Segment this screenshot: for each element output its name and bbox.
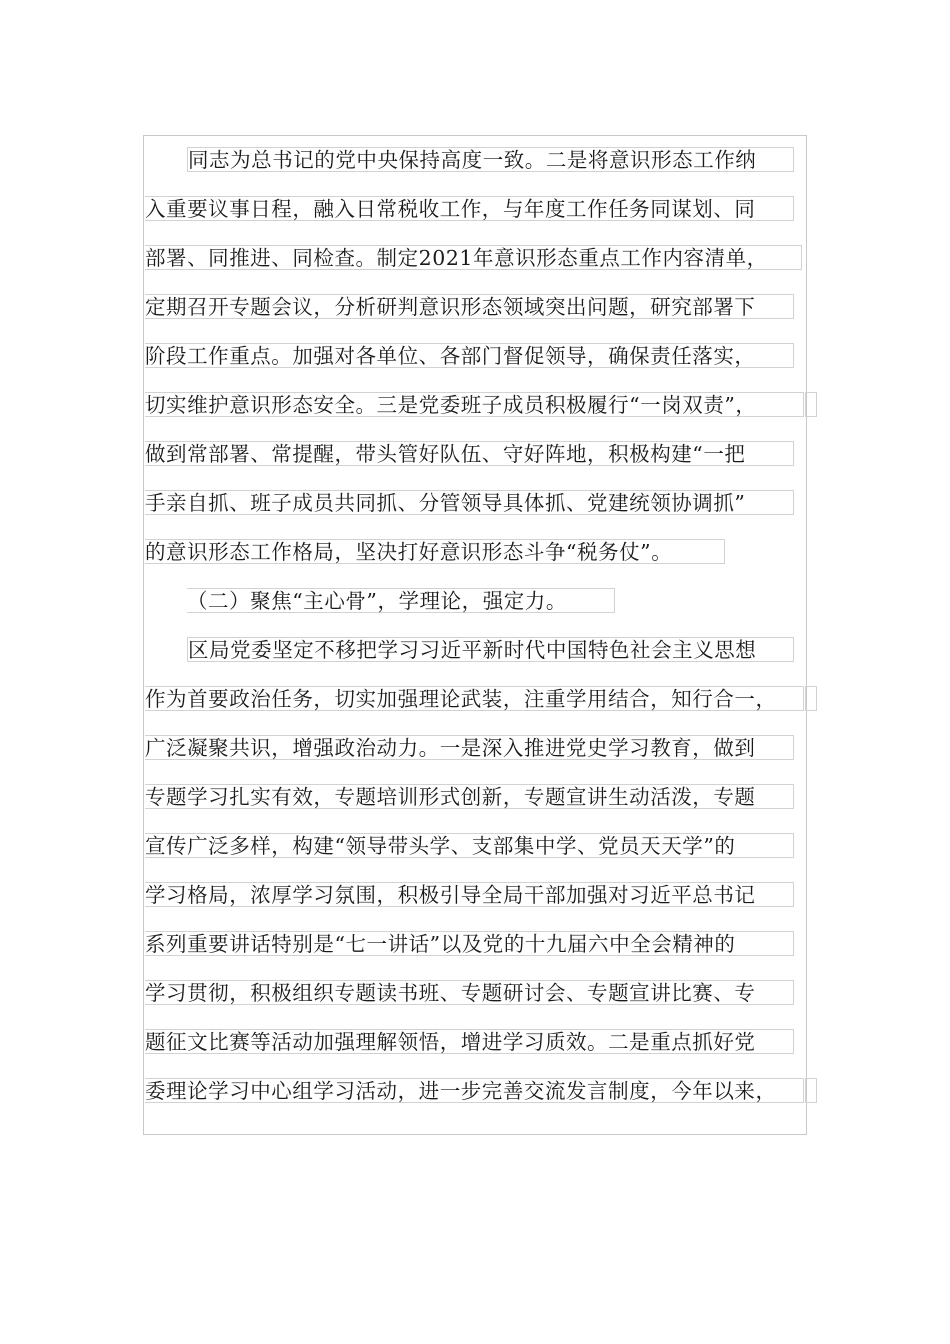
- line-text: 题征文比赛等活动加强理解领悟，增进学习质效。二是重点抓好党: [145, 1029, 794, 1054]
- line-text: 系列重要讲话特别是“七一讲话”以及党的十九届六中全会精神的: [145, 931, 794, 956]
- line-end-mark: [805, 392, 817, 417]
- line-end-mark: [805, 686, 817, 711]
- line-text: 手亲自抓、班子成员共同抓、分管领导具体抓、党建统领协调抓”: [145, 490, 794, 515]
- line-text: 的意识形态工作格局，坚决打好意识形态斗争“税务仗”。: [145, 539, 725, 564]
- line-text: 专题学习扎实有效，专题培训形式创新，专题宣讲生动活泼，专题: [145, 784, 794, 809]
- line-text: 切实维护意识形态安全。三是党委班子成员积极履行“一岗双责”，: [145, 392, 804, 417]
- line-text: 广泛凝聚共识，增强政治动力。一是深入推进党史学习教育，做到: [145, 735, 794, 760]
- line-text: 阶段工作重点。加强对各单位、各部门督促领导，确保责任落实，: [145, 343, 794, 368]
- line-text: 学习格局，浓厚学习氛围，积极引导全局干部加强对习近平总书记: [145, 882, 794, 907]
- line-text: 宣传广泛多样，构建“领导带头学、支部集中学、党员天天学”的: [145, 833, 794, 858]
- line-text: 学习贯彻，积极组织专题读书班、专题研讨会、专题宣讲比赛、专: [145, 980, 794, 1005]
- line-text: 入重要议事日程，融入日常税收工作，与年度工作任务同谋划、同: [145, 196, 794, 221]
- line-text: 定期召开专题会议，分析研判意识形态领域突出问题，研究部署下: [145, 294, 794, 319]
- line-text: 委理论学习中心组学习活动，进一步完善交流发言制度，今年以来，: [145, 1078, 804, 1103]
- line-end-mark: [805, 1078, 817, 1103]
- line-text: 同志为总书记的党中央保持高度一致。二是将意识形态工作纳: [187, 147, 794, 172]
- line-text: 区局党委坚定不移把学习习近平新时代中国特色社会主义思想: [187, 637, 794, 662]
- heading-text: （二）聚焦“主心骨”，学理论，强定力。: [187, 588, 615, 613]
- line-text: 部署、同推进、同检查。制定2021年意识形态重点工作内容清单，: [145, 245, 802, 270]
- line-text: 作为首要政治任务，切实加强理论武装，注重学用结合，知行合一，: [145, 686, 804, 711]
- line-text: 做到常部署、常提醒，带头管好队伍、守好阵地，积极构建“一把: [145, 441, 794, 466]
